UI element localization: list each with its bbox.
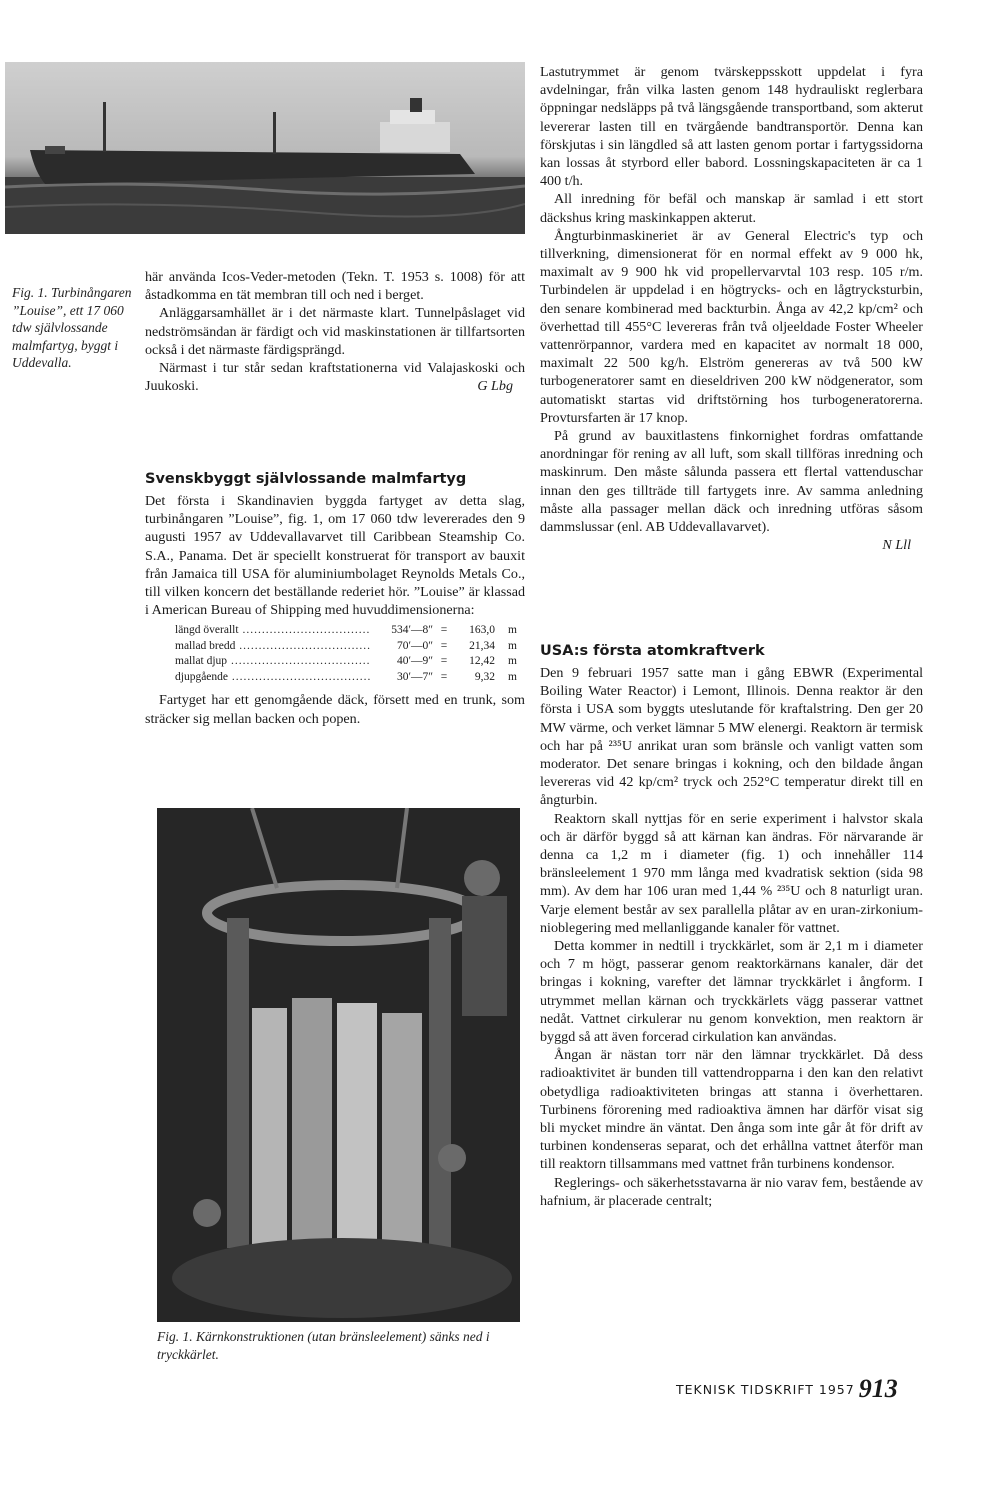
dimension-unit: m — [508, 639, 517, 652]
ship-article-continued — [540, 63, 923, 554]
paragraph: På grund av bauxitlastens finkornighet fordras omfattande anordningar för rening av all luft, som skall tillföras inredning och maskinrum. Den måste sålunda passera ett flertal vattenduschar innan den ges tillträde till fartygets inre. Av samma anledning måste alla passager mellan däck och inredning utföras såsom dammslussar (enl. AB Uddevallavarvet). — [540, 428, 923, 536]
paragraph: Reglerings- och säkerhetsstavarna är nio varav fem, bestående av hafnium, är placerade centralt; — [540, 1174, 923, 1209]
dimension-imperial: 70′—0″ — [396, 639, 433, 652]
previous-article-end — [145, 268, 525, 395]
paragraph: Anläggarsamhället är i det närmaste klart. Tunnelpåslaget vid nedströmsändan är färdigt och vid maskinstationen är tillfartsorten också i det närmaste färdigsprängd. — [145, 305, 525, 358]
dimension-metric: 12,42 — [469, 655, 495, 668]
paragraph — [145, 359, 525, 395]
paragraph: Lastutrymmet är genom tvärskeppsskott uppdelat i fyra avdelningar, från vilka lasten genom 148 hydrauliskt reglerbara öppningar nedsläpps på två längsgående transportband, som akterut levererar lasten till en tvärgående bandtransportör. Denna kan förskjutas i sin längdled så att lasten genom portar i fartygssidorna kan lossas åt styrbord eller babord. Lossningskapaciteten är ca 1 400 t/h. — [540, 64, 923, 190]
paragraph: Detta kommer in nedtill i tryckkärlet, som är 2,1 m i diameter och 7 m högt, passerar genom reaktorkärnans kanaler, där det bringas i kokning, varefter det lämnar tryckkärlet i ångform. I utrymmet mellan kärnan och tryckkärlets vägg passerar vattnet nedåt. Vattnet cirkulerar nu genom konvektion, men reaktorn är byggd så att även forcerad cirkulation kan användas. — [540, 938, 923, 1046]
dimension-unit: m — [508, 624, 517, 637]
paragraph: Ångturbinmaskineriet är av General Electric's typ och tillverkning, dimensionerat för en normal effekt av 9 000 hk, maximalt av 9 900 hk vid propellervarvtal 103 resp. 105 r/m. Turbindelen är uppdelad i en högtrycks- och en lågtrycksturbin, den senare kombinerad med backturbin. Ånga av 42,2 kp/cm² och överhettad till 455°C levereras från två oljeeldade Foster Wheeler vattenrörpannor, vardera med en kapacitet av normalt 18 000, maximalt 22 500 kg/h. Elström genereras av två 500 kW turbogeneratorer samt en dieseldriven 200 kW nödgenerator, som automatiskt startas vid driftstörning hos turbogeneratorerna. Provtursfarten är 17 knop. — [540, 227, 923, 426]
dimension-row — [175, 670, 525, 686]
dimension-unit: m — [508, 655, 517, 668]
article-heading: USA:s första atomkraftverk — [540, 643, 765, 659]
dimension-row — [175, 639, 525, 655]
dimension-unit: m — [508, 670, 517, 683]
ship-photo — [5, 62, 525, 234]
ship-illustration — [5, 62, 525, 234]
core-figure-caption: Fig. 1. Kärnkonstruktionen (utan bränsleelement) sänks ned i tryckkärlet. — [157, 1329, 490, 1362]
reactor-core-illustration — [157, 808, 520, 1322]
page-number: 913 — [858, 1374, 898, 1403]
dimension-label: djupgående ..... — [175, 670, 371, 686]
equals-sign: = — [440, 639, 448, 652]
dimension-metric: 21,34 — [469, 639, 495, 652]
author-signature: N Lll — [882, 537, 911, 554]
equals-sign: = — [440, 624, 448, 637]
dimension-label: längd överallt ..... — [175, 623, 371, 639]
paragraph: Reaktorn skall nyttjas för en serie experiment i halvstor skala och är därför byggd så att kärnan kan ändras. För närvarande är denna ca 1,2 m i diameter (fig. 1) och innehåller 114 bränsleelement 1 970 mm långa med kvadratisk sektion (sida 98 mm). Av dem har 106 uran med 1,44 % ²³⁵U och 8 naturligt uran. Varje element består av sex parallella plåtar av en uran-zirkonium-nioblegering med mellanliggande kanaler för vattnet. — [540, 810, 923, 936]
dimension-imperial: 30′—7″ — [396, 670, 433, 683]
ship-figure-caption: Fig. 1. Turbinångaren ”Louise”, ett 17 060 tdw självlossande malmfartyg, byggt i Uddevalla. — [12, 285, 132, 370]
dimension-label: mallat djup ..... — [175, 654, 371, 670]
article-heading: Svenskbyggt självlossande malmfartyg — [145, 471, 467, 487]
journal-name: TEKNISK TIDSKRIFT 1957 — [676, 1382, 855, 1397]
reactor-core-photo — [157, 808, 520, 1322]
paragraph: Den 9 februari 1957 satte man i gång EBWR (Experimental Boiling Water Reactor) i Lemont, Illinois. Denna reaktor är den första i USA som byggts uteslutande för kraftalstring. Den ger 20 MW värme, och verket lämnar 5 MW elenergi. Reaktorn är termisk och har på ²³⁵U anrikat uran som bränsle och vanligt vatten som moderator. Det senare bringas i kokning, och den bildade ångan levereras vid 42 kp/cm² tryck och 252°C temperatur direkt till en ångturbin. — [540, 665, 923, 809]
paragraph: All inredning för befäl och manskap är samlad i ett stort däckshus kring maskinkappen akterut. — [540, 191, 923, 226]
equals-sign: = — [440, 655, 448, 668]
equals-sign: = — [440, 670, 448, 683]
paragraph: Fartyget har ett genomgående däck, försett med en trunk, som sträcker sig mellan backen och popen. — [145, 692, 525, 727]
dimension-row — [175, 654, 525, 670]
paragraph: Ångan är nästan torr när den lämnar tryckkärlet. Då dess radioaktivitet är bunden till vattendropparna i den kan den relativt obetydliga radioaktiviteten bringas att stanna i överhettaren. Turbinens förorening med radioaktiva ämnen har därför visat sig bli mycket mindre än väntat. Den ånga som inte går åt för drift av turbinen kondenseras separat, och det erhållna vattnet återför man till reaktorn tillsammans med vattnet från turbinens kondensor. — [540, 1047, 923, 1173]
dimension-imperial: 534′—8″ — [391, 624, 433, 637]
dimension-metric: 163,0 — [469, 624, 495, 637]
dimension-label: mallad bredd ..... — [175, 639, 371, 655]
ship-article — [145, 470, 525, 728]
paragraph: Det första i Skandinavien byggda fartyget av detta slag, turbinångaren ”Louise”, fig. 1, om 17 060 tdw levererades den 9 augusti 1957 av Uddevallavarvet till Caribbean Steamship Co. S.A., Panama. Det är speciellt konstruerat för transport av bauxit från Jamaica till USA för aluminiumbolaget Reynolds Metals Co., till vilken koncern det beställande rederiet hör. ”Louise” är klassad i American Bureau of Shipping med huvuddimensionerna: — [145, 493, 525, 619]
dimensions-table — [175, 623, 525, 685]
paragraph-text: Närmast i tur står sedan kraftstationerna vid Valajaskoski och Juukoski. — [145, 360, 525, 395]
dimension-imperial: 40′—9″ — [396, 655, 433, 668]
paragraph: här använda Icos-Veder-metoden (Tekn. T. 1953 s. 1008) för att åstadkomma en tät membran till och ned i berget. — [145, 269, 525, 304]
page-footer — [676, 1374, 916, 1404]
dimension-row — [175, 623, 525, 639]
dimension-metric: 9,32 — [474, 670, 495, 683]
atom-article — [540, 642, 923, 1210]
author-signature: G Lbg — [477, 378, 513, 395]
